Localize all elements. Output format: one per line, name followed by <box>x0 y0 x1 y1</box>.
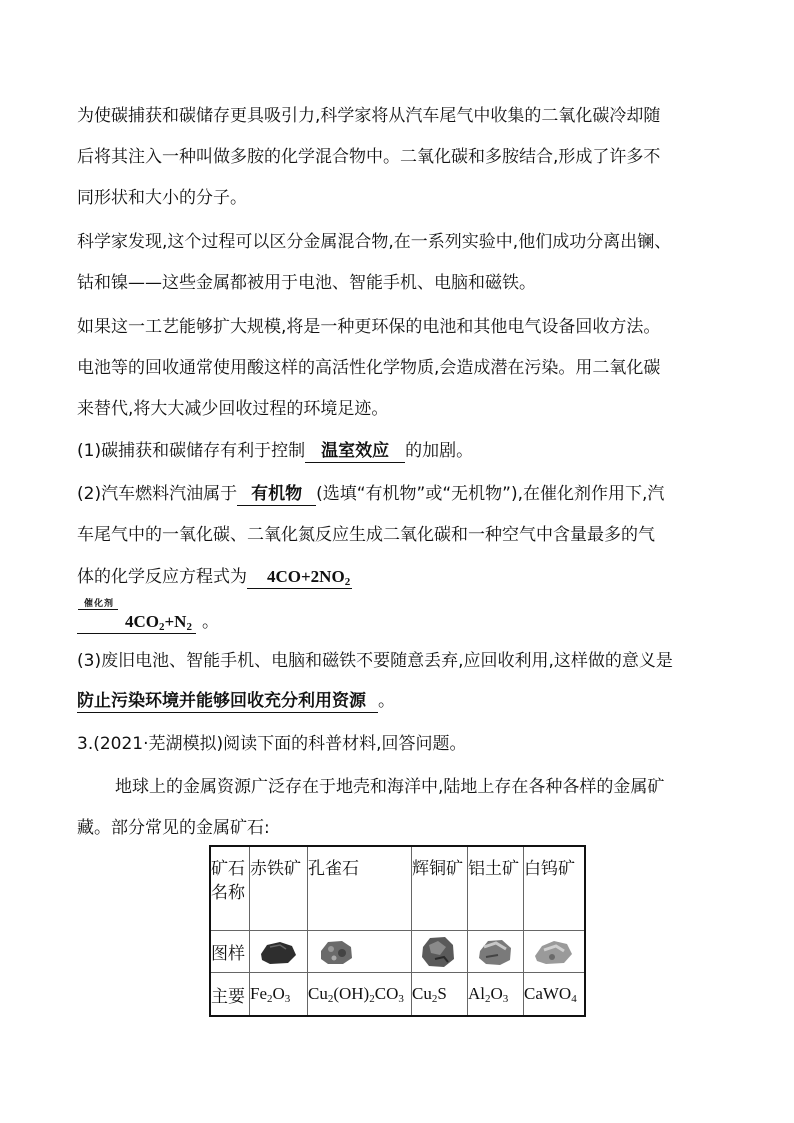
paragraph-3-line-2: 电池等的回收通常使用酸这样的高活性化学物质,会造成潜在污染。用二氧化碳 <box>77 358 661 378</box>
paragraph-2-line-1: 科学家发现,这个过程可以区分金属混合物,在一系列实验中,他们成功分离出镧、 <box>77 232 672 252</box>
paragraph-2-line-2: 钴和镍——这些金属都被用于电池、智能手机、电脑和磁铁。 <box>77 273 536 293</box>
ore-name-2: 孔雀石 <box>308 846 412 931</box>
question-1-suffix: 的加剧。 <box>405 441 474 461</box>
question-3-end: 。 <box>378 691 395 711</box>
formula-row-label: 主要 <box>210 973 250 1017</box>
table-row <box>210 846 585 931</box>
question-2-line-1 <box>77 483 664 506</box>
paragraph-1-line-2: 后将其注入一种叫做多胺的化学混合物中。二氧化碳和多胺结合,形成了许多不 <box>77 147 661 167</box>
ore-name-1: 赤铁矿 <box>250 846 308 931</box>
question-2-line-2: 车尾气中的一氧化碳、二氧化氮反应生成二氧化碳和一种空气中含量最多的气 <box>77 525 655 545</box>
equation-end: 。 <box>201 612 219 632</box>
formula-hematite: $Fe_2O_3$ <box>250 973 308 1017</box>
question-3-line-1: (3)废旧电池、智能手机、电脑和磁铁不要随意丢弃,应回收利用,这样做的意义是 <box>77 651 673 671</box>
paragraph-1-line-1: 为使碳捕获和碳储存更具吸引力,科学家将从汽车尾气中收集的二氧化碳冷却随 <box>77 106 661 126</box>
image-row-label: 图样 <box>210 931 250 973</box>
catalyst-label: 催化剂 <box>84 599 115 609</box>
paragraph-1-line-3: 同形状和大小的分子。 <box>77 188 247 208</box>
paragraph-3-line-3: 来替代,将大大减少回收过程的环境足迹。 <box>77 399 389 419</box>
question-3-title: 3.(2021·芜湖模拟)阅读下面的科普材料,回答问题。 <box>77 734 467 754</box>
reading-paragraph-line-2: 藏。部分常见的金属矿石: <box>77 818 270 838</box>
ore-image-scheelite <box>524 931 586 973</box>
ore-table <box>209 845 586 1017</box>
question-2-line-4 <box>77 611 219 634</box>
question-2-line-3 <box>77 566 352 589</box>
question-2-answer: 有机物 <box>237 483 316 506</box>
ore-image-chalcocite <box>412 931 468 973</box>
table-row <box>210 973 585 1017</box>
ore-image-hematite <box>250 931 308 973</box>
ore-image-bauxite <box>468 931 524 973</box>
ore-name-3: 辉铜矿 <box>412 846 468 931</box>
formula-scheelite: CaWO$_4$ <box>524 973 586 1017</box>
equation-right-side: $4CO_2+N_2$ <box>77 611 196 634</box>
question-3-line-2 <box>77 690 395 713</box>
ore-name-4: 铝土矿 <box>468 846 524 931</box>
question-1-prefix: (1)碳捕获和碳储存有利于控制 <box>77 441 306 461</box>
ore-name-header: 矿石名称 <box>210 846 250 931</box>
question-1-answer: 温室效应 <box>305 440 405 463</box>
question-1 <box>77 440 473 463</box>
formula-bauxite: $Al_2O_3$ <box>468 973 524 1017</box>
ore-name-5: 白钨矿 <box>524 846 586 931</box>
equation-left-side: $4CO+2NO_2$ <box>247 566 352 589</box>
question-2-prefix: (2)汽车燃料汽油属于 <box>77 484 238 504</box>
formula-chalcocite: $Cu_2S$ <box>412 973 468 1017</box>
question-3-answer: 防止污染环境并能够回收充分利用资源 <box>77 690 378 713</box>
formula-malachite: $Cu_2(OH)_2CO_3$ <box>308 973 412 1017</box>
reading-paragraph-line-1: 地球上的金属资源广泛存在于地壳和海洋中,陆地上存在各种各样的金属矿 <box>115 777 665 797</box>
reaction-condition-bar <box>78 609 118 610</box>
table-row <box>210 931 585 973</box>
ore-image-malachite <box>308 931 412 973</box>
question-2-suffix: (选填“有机物”或“无机物”),在催化剂作用下,汽 <box>316 484 665 504</box>
question-2-line-3-prefix: 体的化学反应方程式为 <box>77 567 247 587</box>
paragraph-3-line-1: 如果这一工艺能够扩大规模,将是一种更环保的电池和其他电气设备回收方法。 <box>77 317 661 337</box>
